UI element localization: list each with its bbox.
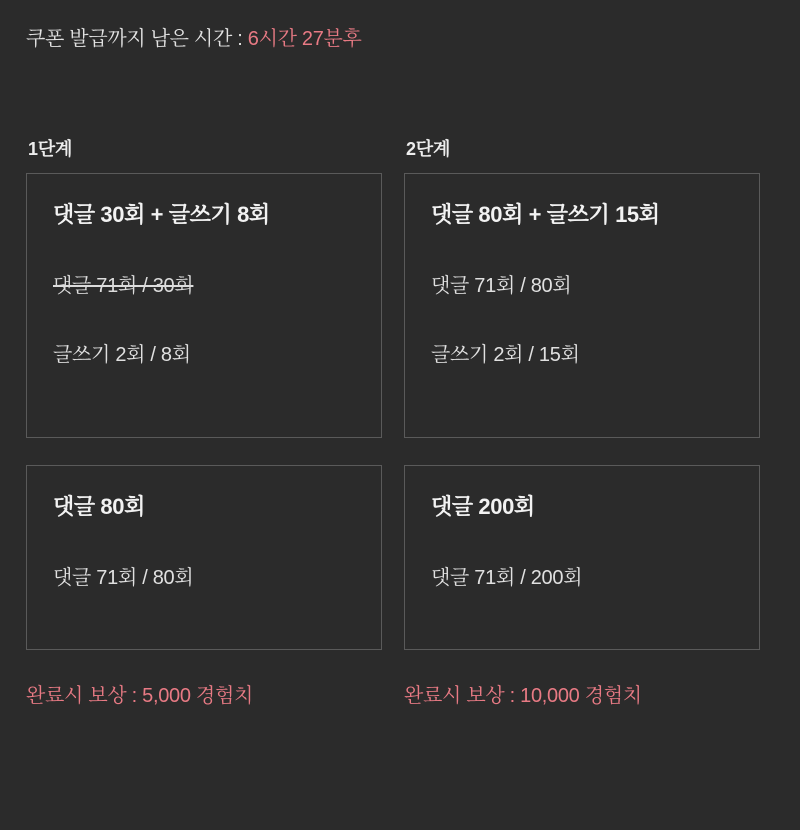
mission-card-heading: 댓글 30회 + 글쓰기 8회 xyxy=(53,202,270,227)
mission-progress-line: 댓글 71회 / 80회 xyxy=(431,275,572,297)
mission-progress-line: 댓글 71회 / 200회 xyxy=(431,567,583,589)
mission-progress-line: 댓글 71회 / 80회 xyxy=(53,567,194,589)
coupon-timer-value: 6시간 27분후 xyxy=(247,28,362,50)
stage-title-2: 2단계 xyxy=(406,139,451,159)
stage-reward-1: 완료시 보상 : 5,000 경험치 xyxy=(26,685,253,707)
stage-column-2 xyxy=(404,135,760,708)
mission-progress-line: 댓글 71회 / 30회 xyxy=(53,275,194,297)
mission-card-2-1 xyxy=(404,173,760,438)
mission-progress-line: 글쓰기 2회 / 15회 xyxy=(431,344,580,366)
mission-card-1-1 xyxy=(26,173,382,438)
mission-card-heading: 댓글 80회 + 글쓰기 15회 xyxy=(431,202,660,227)
mission-card-1-2 xyxy=(26,465,382,650)
mission-card-heading: 댓글 200회 xyxy=(431,494,535,519)
stage-column-1 xyxy=(26,135,382,708)
coupon-timer-label: 쿠폰 발급까지 남은 시간 : xyxy=(26,28,248,50)
mission-progress-line: 글쓰기 2회 / 8회 xyxy=(53,344,191,366)
stage-title-1: 1단계 xyxy=(28,139,73,159)
mission-card-heading: 댓글 80회 xyxy=(53,494,145,519)
mission-card-2-2 xyxy=(404,465,760,650)
stage-columns xyxy=(26,135,774,708)
coupon-timer xyxy=(26,22,362,51)
stage-reward-2: 완료시 보상 : 10,000 경험치 xyxy=(404,685,642,707)
